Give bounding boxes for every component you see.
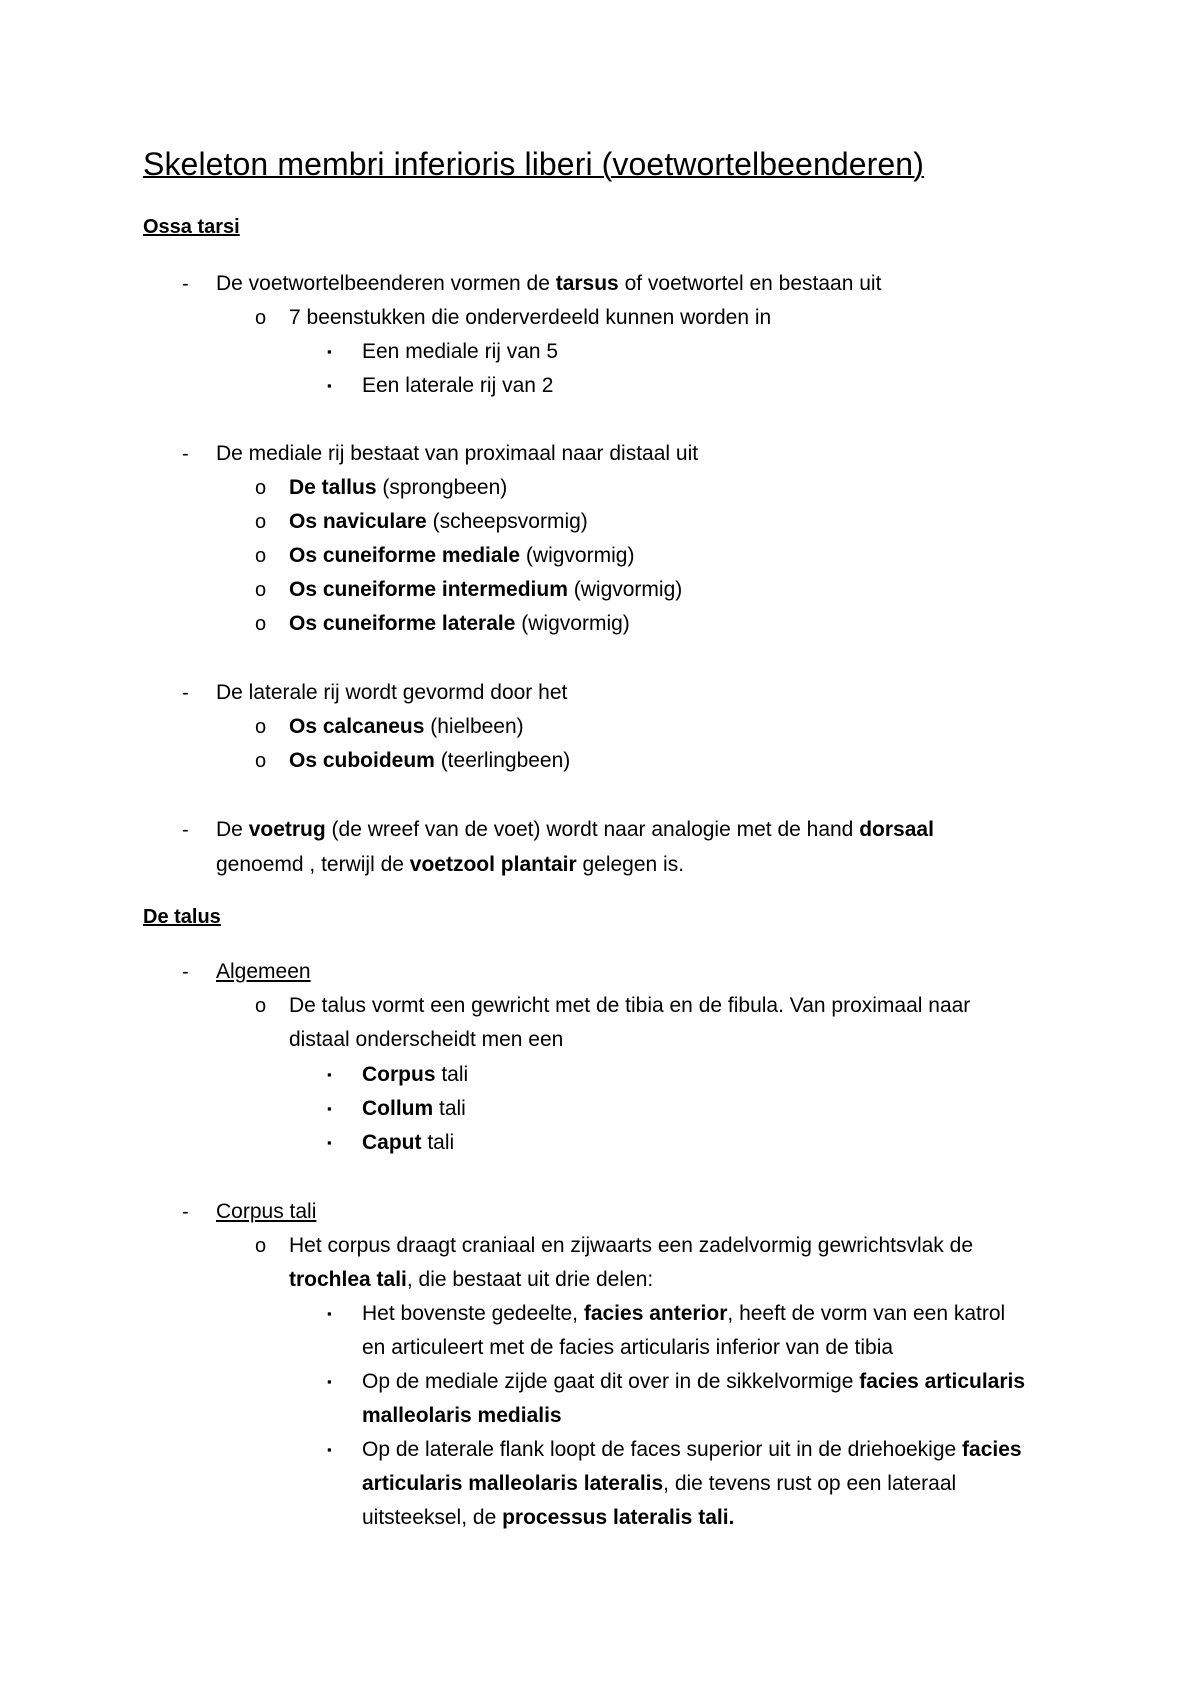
text-line	[216, 813, 934, 847]
circle-bullet: o	[255, 995, 267, 1017]
circle-bullet: o	[255, 511, 267, 533]
text-span: tali	[421, 1131, 455, 1154]
dash-bullet: -	[182, 819, 189, 841]
text-line	[216, 848, 684, 882]
bold-term: Collum	[362, 1097, 434, 1120]
bold-term: articularis malleolaris lateralis	[362, 1472, 664, 1495]
text-line: De talus vormt een gewricht met de tibia en de fibula. Van proximaal naar	[289, 994, 971, 1017]
text-span: (hielbeen)	[424, 715, 524, 738]
bold-term: Os naviculare	[289, 510, 427, 533]
bold-term: voetrug	[248, 818, 326, 841]
text-span: Op de laterale flank loopt de faces superior uit in de driehoekige	[362, 1438, 963, 1461]
text-line	[362, 1297, 1005, 1331]
bold-term: facies articularis	[859, 1370, 1026, 1393]
text-line: 7 beenstukken die onderverdeeld kunnen worden in	[289, 306, 772, 329]
bold-term: processus lateralis tali.	[502, 1506, 735, 1529]
text-line: distaal onderscheidt men een	[289, 1028, 564, 1051]
page-title: Skeleton membri inferioris liberi (voetwortelbeenderen)	[143, 146, 924, 182]
text-line	[216, 267, 881, 301]
dash-bullet: -	[182, 273, 189, 295]
text-line: Een laterale rij van 2	[362, 374, 554, 397]
bold-term: Os cuboideum	[289, 749, 435, 772]
text-line: De laterale rij wordt gevormd door het	[216, 681, 568, 704]
bold-term: Corpus	[362, 1063, 436, 1086]
text-span: , die tevens rust op een lateraal	[663, 1472, 957, 1495]
text-line: en articuleert met de facies articularis inferior van de tibia	[362, 1336, 894, 1359]
circle-bullet: o	[255, 613, 267, 635]
text-span: of voetwortel en bestaan uit	[618, 272, 882, 295]
section-heading-de-talus: De talus	[143, 906, 221, 928]
bold-term: Caput	[362, 1131, 422, 1154]
bold-term: Os cuneiforme intermedium	[289, 578, 568, 601]
text-span: (sprongbeen)	[376, 476, 508, 499]
list-item	[289, 573, 682, 607]
square-bullet: ▪	[327, 1442, 332, 1457]
text-span: Op de mediale zijde gaat dit over in de sikkelvormige	[362, 1370, 860, 1393]
text-span: genoemd , terwijl de	[216, 853, 410, 876]
subheading-algemeen: Algemeen	[216, 960, 311, 983]
text-line	[289, 1263, 653, 1297]
text-span: , heeft de vorm van een katrol	[727, 1302, 1006, 1325]
text-span: (wigvormig)	[520, 544, 635, 567]
text-span: (teerlingbeen)	[434, 749, 571, 772]
text-span: , die bestaat uit drie delen:	[406, 1268, 654, 1291]
dash-bullet: -	[182, 443, 189, 465]
bold-term: malleolaris medialis	[362, 1404, 562, 1427]
circle-bullet: o	[255, 477, 267, 499]
square-bullet: ▪	[327, 1135, 332, 1150]
text-line	[362, 1467, 956, 1501]
text-span: tali	[433, 1097, 466, 1120]
list-item	[289, 744, 570, 778]
list-item	[289, 539, 634, 573]
text-line	[362, 1365, 1025, 1399]
text-span: (scheepsvormig)	[426, 510, 588, 533]
subheading-corpus-tali: Corpus tali	[216, 1200, 317, 1223]
list-item	[362, 1058, 468, 1092]
text-span: gelegen is.	[576, 853, 685, 876]
circle-bullet: o	[255, 307, 267, 329]
square-bullet: ▪	[327, 1067, 332, 1082]
text-span: tali	[435, 1063, 469, 1086]
bold-term: Os cuneiforme laterale	[289, 612, 516, 635]
text-span: uitsteeksel, de	[362, 1506, 503, 1529]
text-line: Het corpus draagt craniaal en zijwaarts een zadelvormig gewrichtsvlak de	[289, 1234, 973, 1257]
text-line: De mediale rij bestaat van proximaal naar distaal uit	[216, 442, 699, 465]
list-item	[289, 607, 630, 641]
text-line	[362, 1399, 562, 1433]
circle-bullet: o	[255, 750, 267, 772]
circle-bullet: o	[255, 545, 267, 567]
square-bullet: ▪	[327, 1306, 332, 1321]
text-span: (wigvormig)	[515, 612, 630, 635]
bold-term: facies anterior	[583, 1302, 728, 1325]
square-bullet: ▪	[327, 378, 332, 393]
dash-bullet: -	[182, 1201, 189, 1223]
list-item	[289, 710, 524, 744]
text-line	[362, 1501, 734, 1535]
square-bullet: ▪	[327, 1374, 332, 1389]
dash-bullet: -	[182, 682, 189, 704]
text-span: Het bovenste gedeelte,	[362, 1302, 584, 1325]
circle-bullet: o	[255, 579, 267, 601]
bold-term: voetzool plantair	[409, 853, 577, 876]
bold-term: trochlea tali	[289, 1268, 407, 1291]
bold-term: Os calcaneus	[289, 715, 425, 738]
list-item	[362, 1092, 466, 1126]
list-item	[289, 471, 507, 505]
text-span: De voetwortelbeenderen vormen de	[216, 272, 556, 295]
list-item	[362, 1126, 454, 1160]
dash-bullet: -	[182, 961, 189, 983]
square-bullet: ▪	[327, 344, 332, 359]
text-line	[362, 1433, 1022, 1467]
bold-term: dorsaal	[859, 818, 934, 841]
text-span: (wigvormig)	[567, 578, 683, 601]
bold-term: De tallus	[289, 476, 377, 499]
circle-bullet: o	[255, 716, 267, 738]
list-item	[289, 505, 588, 539]
circle-bullet: o	[255, 1235, 267, 1257]
bold-term: facies	[962, 1438, 1022, 1461]
text-line: Een mediale rij van 5	[362, 340, 559, 363]
section-heading-ossa-tarsi: Ossa tarsi	[143, 216, 240, 238]
square-bullet: ▪	[327, 1101, 332, 1116]
text-span: De	[216, 818, 249, 841]
text-span: (de wreef van de voet) wordt naar analogie met de hand	[325, 818, 860, 841]
bold-term: Os cuneiforme mediale	[289, 544, 521, 567]
bold-term: tarsus	[555, 272, 619, 295]
